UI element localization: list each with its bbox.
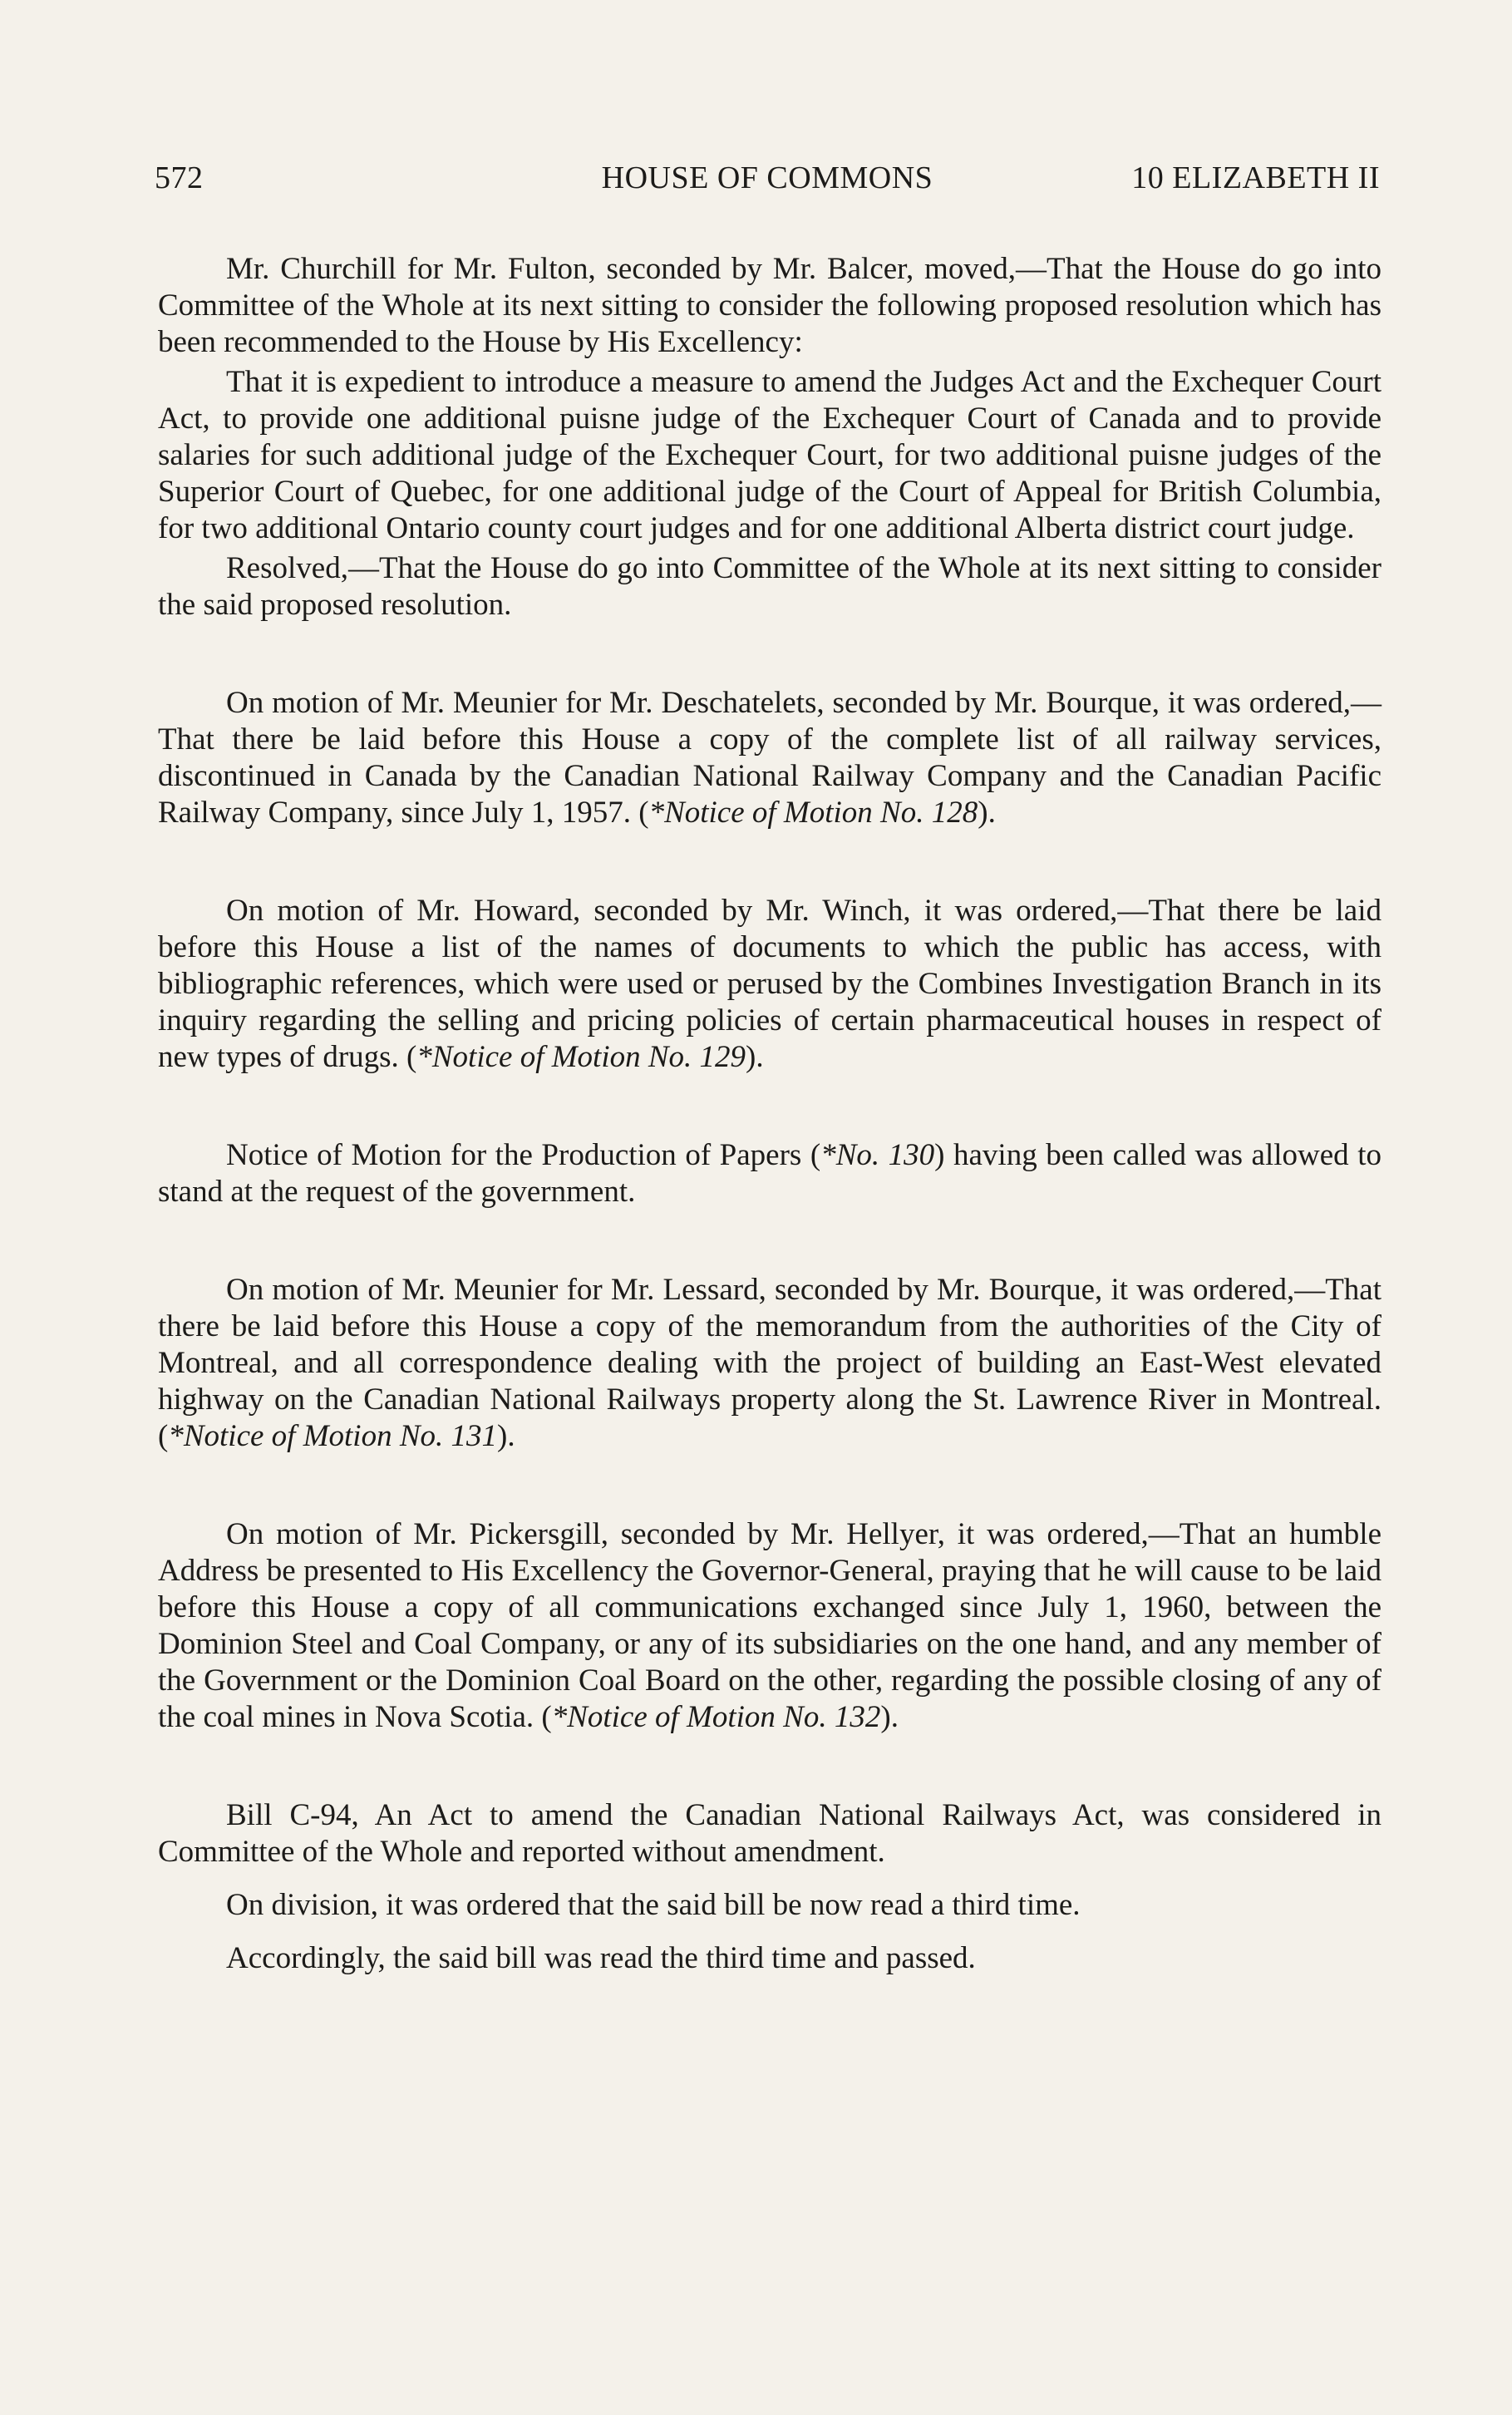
paragraph-text: Mr. Churchill for Mr. Fulton, seconded by Mr. Balcer, moved,—That the House do go into Committee of the Whole at its next sitting to consider the following proposed resolution which has been recommended to the House by His Excellency:	[158, 252, 1381, 359]
paragraph-tail: ).	[497, 1419, 515, 1453]
order-paragraph	[158, 1272, 1381, 1455]
passed-paragraph	[158, 1940, 1381, 1977]
paragraph-text: That it is expedient to introduce a measure to amend the Judges Act and the Exchequer Court Act, to provide one additional puisne judge of the Exchequer Court of Canada and to provide salaries for such additional judge of the Exchequer Court, for two additional puisne judges of the Superior Court of Quebec, for one additional judge of the Court of Appeal for British Columbia, for two additional Ontario county court judges and for one additional Alberta district court judge.	[158, 365, 1381, 545]
paragraph-text: On motion of Mr. Pickersgill, seconded by Mr. Hellyer, it was ordered,—That an humble Address be presented to His Excellency the Governor-General, praying that he will cause to be laid before this House a copy of all communications exchanged since July 1, 1960, between the Dominion Steel and Coal Company, or any of its subsidiaries on the one hand, and any member of the Government or the Dominion Coal Board on the other, regarding the possible closing of any of the coal mines in Nova Scotia. (	[158, 1517, 1381, 1734]
motion-paragraph	[158, 251, 1381, 361]
paragraph-text: On division, it was ordered that the said bill be now read a third time.	[226, 1888, 1081, 1922]
page-body	[158, 251, 1381, 1977]
resolution-paragraph	[158, 364, 1381, 547]
division-paragraph	[158, 1887, 1381, 1924]
regnal-year: 10 ELIZABETH II	[1131, 160, 1380, 195]
page-header	[155, 160, 1380, 201]
paragraph-text: Notice of Motion for the Production of Papers (	[226, 1138, 821, 1172]
paragraph-tail: ).	[880, 1700, 899, 1734]
paragraph-text: Resolved,—That the House do go into Committee of the Whole at its next sitting to consider the said proposed resolution.	[158, 551, 1381, 622]
paragraph-tail: ).	[978, 796, 996, 830]
paragraph-tail: ) having been called was allowed to stand at the request of the government.	[158, 1138, 1381, 1209]
paragraph-text: On motion of Mr. Meunier for Mr. Lessard, seconded by Mr. Bourque, it was ordered,—That there be laid before this House a copy of the memorandum from the authorities of the City of Montreal, and all correspondence dealing with the project of building an East-West elevated highway on the Canadian National Railways property along the St. Lawrence River in Montreal. (	[158, 1273, 1381, 1453]
paragraph-text: On motion of Mr. Meunier for Mr. Deschatelets, seconded by Mr. Bourque, it was ordered,—That there be laid before this House a copy of the complete list of all railway services, discontinued in Canada by the Canadian National Railway Company and the Canadian Pacific Railway Company, since July 1, 1957. (	[158, 686, 1381, 830]
notice-reference: *Notice of Motion No. 129	[416, 1040, 746, 1074]
order-paragraph	[158, 685, 1381, 831]
bill-paragraph	[158, 1797, 1381, 1870]
address-paragraph	[158, 1516, 1381, 1736]
notice-reference: *Notice of Motion No. 128	[648, 796, 978, 830]
resolved-paragraph	[158, 550, 1381, 623]
notice-reference: *Notice of Motion No. 131	[168, 1419, 498, 1453]
page-number: 572	[155, 160, 204, 195]
notice-paragraph	[158, 1137, 1381, 1210]
order-paragraph	[158, 893, 1381, 1076]
paragraph-text: Bill C-94, An Act to amend the Canadian National Railways Act, was considered in Committee of the Whole and reported without amendment.	[158, 1798, 1381, 1869]
journal-title: HOUSE OF COMMONS	[601, 160, 933, 195]
paragraph-tail: ).	[746, 1040, 764, 1074]
paragraph-text: On motion of Mr. Howard, seconded by Mr. Winch, it was ordered,—That there be laid before this House a list of the names of documents to which the public has access, with bibliographic references, which were used or perused by the Combines Investigation Branch in its inquiry regarding the selling and pricing policies of certain pharmaceutical houses in respect of new types of drugs. (	[158, 894, 1381, 1074]
notice-reference: *Notice of Motion No. 132	[551, 1700, 881, 1734]
paragraph-text: Accordingly, the said bill was read the third time and passed.	[226, 1941, 976, 1975]
notice-reference: *No. 130	[820, 1138, 935, 1172]
